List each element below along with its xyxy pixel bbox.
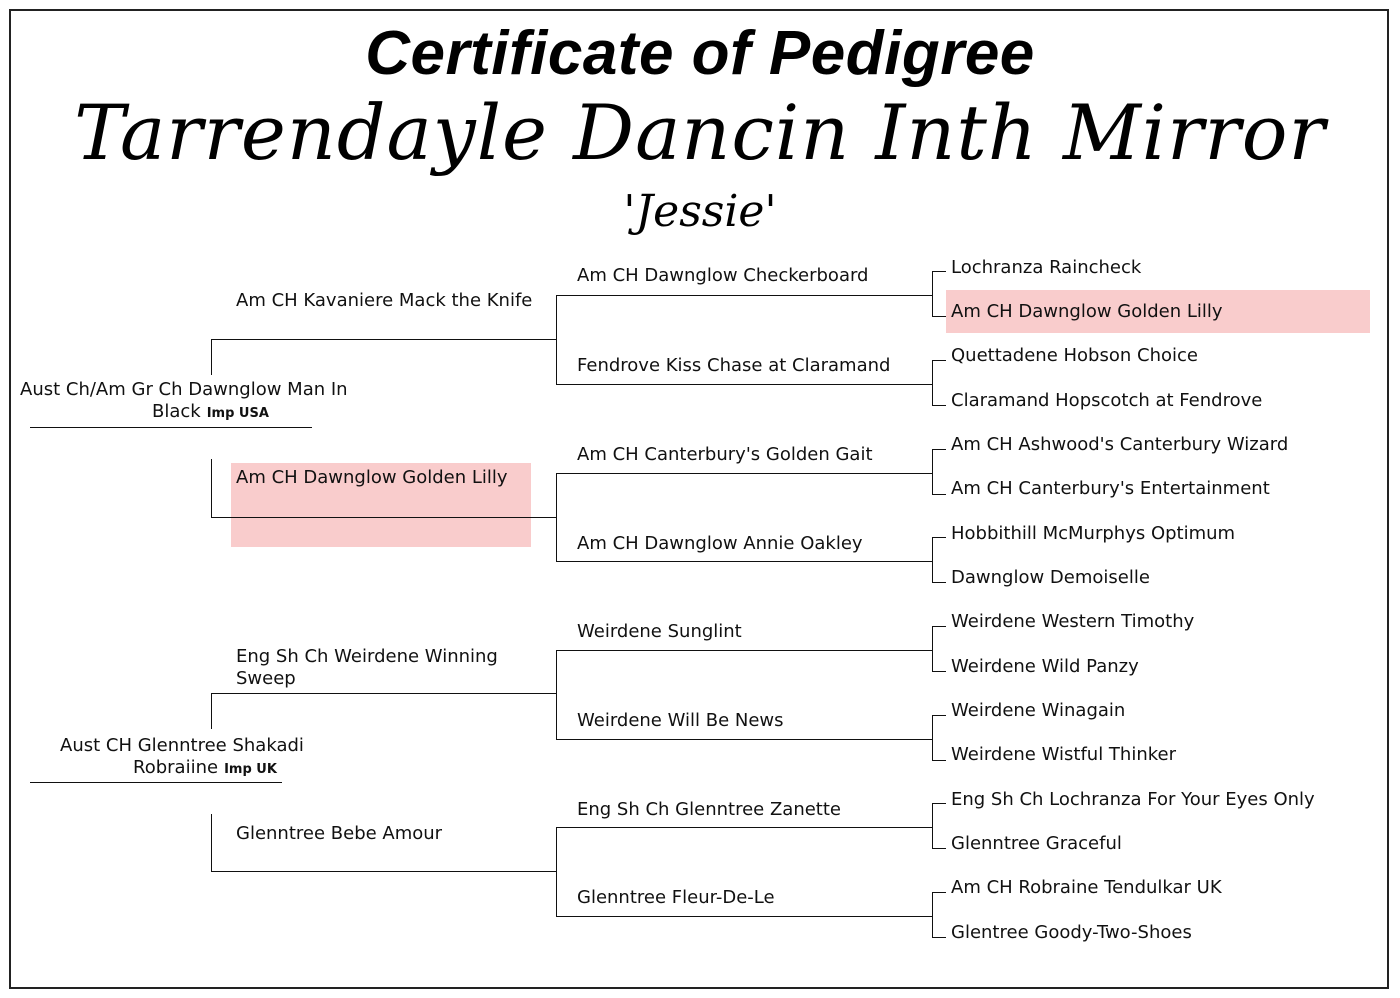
- tick-line: [932, 848, 946, 849]
- dam-name-line2: Robraiine Imp UK: [133, 757, 277, 778]
- bracket-line: [211, 459, 212, 517]
- bracket-line: [932, 892, 933, 937]
- bracket-line: [932, 715, 933, 760]
- tick-line: [932, 494, 946, 495]
- dog-call-name: 'Jessie': [623, 186, 777, 237]
- bracket-line: [211, 693, 212, 729]
- pedigree-dam-sire: Eng Sh Ch Weirdene Winning: [236, 646, 498, 667]
- sire-name: Aust Ch/Am Gr Ch Dawnglow Man In: [20, 379, 348, 400]
- tick-line: [932, 671, 946, 672]
- bracket-line: [556, 473, 557, 562]
- sire-import-badge: Imp USA: [206, 406, 269, 421]
- bracket-line: [556, 295, 557, 384]
- gen2-line: [211, 517, 556, 518]
- pedigree-gen3-4: Am CH Dawnglow Annie Oakley: [577, 533, 863, 554]
- pedigree-gen4-10: Weirdene Wild Panzy: [951, 656, 1139, 677]
- gen2-line: [211, 693, 556, 694]
- tick-line: [932, 449, 946, 450]
- pedigree-gen4-11: Weirdene Winagain: [951, 700, 1126, 721]
- pedigree-gen3-5: Weirdene Sunglint: [577, 621, 742, 642]
- pedigree-gen4-13: Eng Sh Ch Lochranza For Your Eyes Only: [951, 789, 1315, 810]
- gen3-line: [556, 650, 932, 651]
- pedigree-gen4-1: Lochranza Raincheck: [951, 257, 1142, 278]
- gen3-line: [556, 739, 932, 740]
- tick-line: [932, 582, 946, 583]
- dam-underline: [30, 782, 282, 783]
- tick-line: [932, 537, 946, 538]
- pedigree-gen4-15: Am CH Robraine Tendulkar UK: [951, 877, 1222, 898]
- tick-line: [932, 271, 946, 272]
- gen3-line: [556, 295, 932, 296]
- pedigree-gen4-3: Quettadene Hobson Choice: [951, 345, 1198, 366]
- bracket-line: [556, 650, 557, 739]
- bracket-line: [556, 827, 557, 916]
- tick-line: [932, 715, 946, 716]
- tick-line: [932, 803, 946, 804]
- pedigree-gen4-8: Dawnglow Demoiselle: [951, 567, 1150, 588]
- pedigree-gen3-3: Am CH Canterbury's Golden Gait: [577, 444, 873, 465]
- tick-line: [932, 892, 946, 893]
- pedigree-gen4-16: Glentree Goody-Two-Shoes: [951, 922, 1192, 943]
- gen3-line: [556, 561, 932, 562]
- bracket-line: [211, 339, 212, 375]
- pedigree-gen3-2: Fendrove Kiss Chase at Claramand: [577, 355, 891, 376]
- dog-registered-name: Tarrendayle Dancin Inth Mirror: [74, 88, 1326, 177]
- certificate-title: Certificate of Pedigree: [365, 19, 1035, 88]
- pedigree-gen3-6: Weirdene Will Be News: [577, 710, 784, 731]
- dam-import-badge: Imp UK: [224, 762, 277, 777]
- gen3-line: [556, 473, 932, 474]
- sire-name-line2: Black Imp USA: [152, 401, 269, 422]
- pedigree-gen4-14: Glenntree Graceful: [951, 833, 1122, 854]
- pedigree-dam-sire-line2: Sweep: [236, 668, 296, 689]
- bracket-line: [211, 814, 212, 872]
- bracket-line: [932, 537, 933, 582]
- gen3-line: [556, 384, 932, 385]
- pedigree-gen4-2: Am CH Dawnglow Golden Lilly: [951, 301, 1223, 322]
- pedigree-gen4-6: Am CH Canterbury's Entertainment: [951, 478, 1270, 499]
- pedigree-gen4-5: Am CH Ashwood's Canterbury Wizard: [951, 434, 1289, 455]
- pedigree-sire-sire: Am CH Kavaniere Mack the Knife: [236, 290, 533, 311]
- pedigree-gen3-1: Am CH Dawnglow Checkerboard: [577, 265, 869, 286]
- pedigree-gen4-9: Weirdene Western Timothy: [951, 611, 1195, 632]
- pedigree-gen4-4: Claramand Hopscotch at Fendrove: [951, 390, 1263, 411]
- pedigree-sire-dam: Am CH Dawnglow Golden Lilly: [236, 467, 508, 488]
- tick-line: [932, 626, 946, 627]
- tick-line: [932, 360, 946, 361]
- gen2-line: [211, 871, 556, 872]
- tick-line: [932, 937, 946, 938]
- pedigree-dam-dam: Glenntree Bebe Amour: [236, 823, 443, 844]
- bracket-line: [932, 803, 933, 848]
- tick-line: [932, 760, 946, 761]
- tick-line: [932, 405, 946, 406]
- sire-underline: [30, 427, 312, 428]
- gen3-line: [556, 916, 932, 917]
- pedigree-gen3-7: Eng Sh Ch Glenntree Zanette: [577, 799, 841, 820]
- gen2-line: [211, 339, 556, 340]
- gen3-line: [556, 827, 932, 828]
- bracket-line: [932, 449, 933, 494]
- tick-line: [932, 316, 946, 317]
- pedigree-gen4-7: Hobbithill McMurphys Optimum: [951, 523, 1236, 544]
- bracket-line: [932, 360, 933, 405]
- bracket-line: [932, 626, 933, 671]
- pedigree-gen3-8: Glenntree Fleur-De-Le: [577, 887, 775, 908]
- bracket-line: [932, 271, 933, 316]
- pedigree-gen4-12: Weirdene Wistful Thinker: [951, 744, 1176, 765]
- dam-name: Aust CH Glenntree Shakadi: [60, 735, 304, 756]
